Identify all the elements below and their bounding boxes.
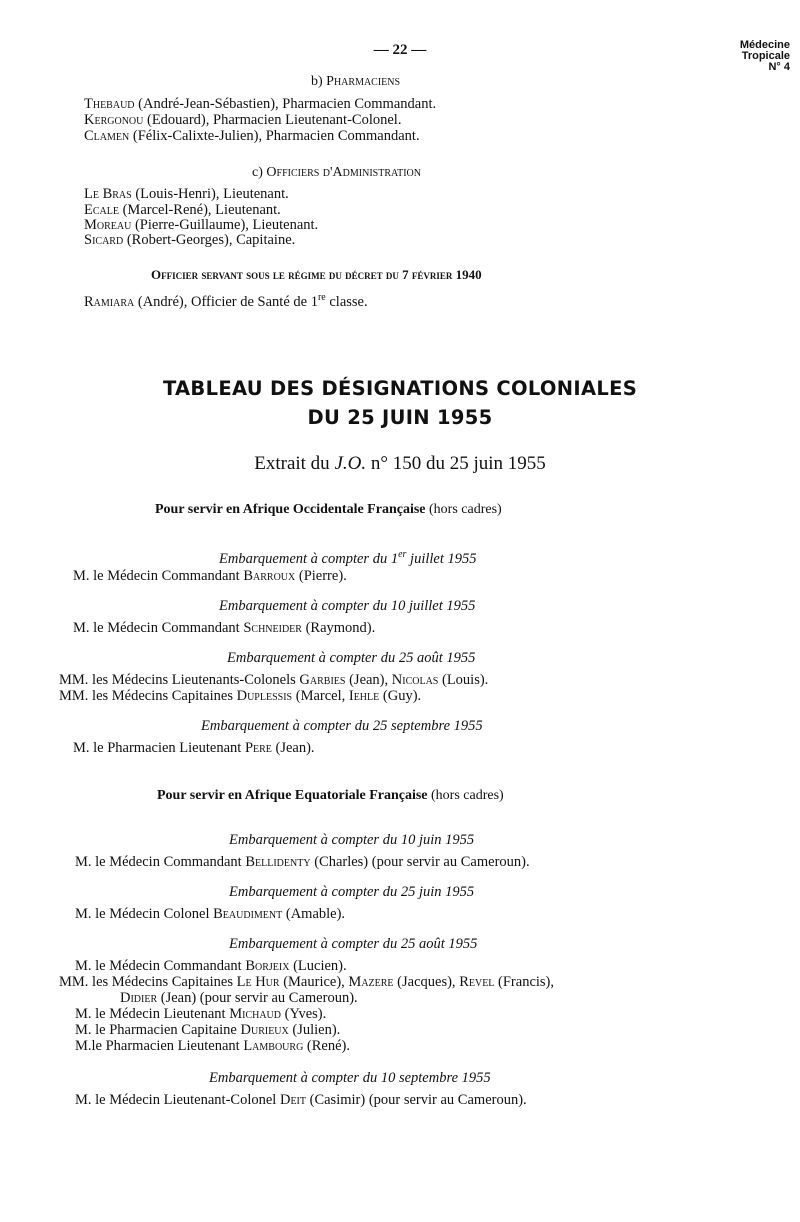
assignment-line: [75, 854, 530, 871]
rank: M. le Pharmacien Capitaine: [75, 1022, 241, 1038]
rank: M. le Médecin Colonel: [75, 906, 214, 922]
details: (Jean).: [271, 740, 315, 756]
journal-tag: [740, 40, 790, 73]
details: (Raymond).: [301, 620, 376, 636]
details: (Louis-Henri), Lieutenant.: [131, 186, 289, 202]
list-item: [84, 96, 436, 113]
assignment-line: [75, 958, 347, 975]
surname: Sicard: [84, 232, 124, 248]
details: (Edouard), Pharmacien Lieutenant-Colonel.: [143, 112, 402, 128]
details: (Robert-Georges), Capitaine.: [123, 232, 296, 248]
embarkation-date: Embarquement à compter du 25 juin 1955: [229, 884, 475, 900]
details: (Pierre-Guillaume), Lieutenant.: [131, 217, 319, 233]
rank: M. le Médecin Lieutenant: [75, 1006, 230, 1022]
embarkation-date: Embarquement à compter du 10 septembre 1955: [209, 1070, 491, 1086]
surname: Garbies: [299, 672, 346, 688]
surname: Nicolas: [391, 672, 439, 688]
surname: Didier: [120, 990, 158, 1006]
assignment-line: [59, 672, 488, 689]
journal-tag-line: Médecine: [739, 39, 790, 51]
rank: MM. les Médecins Lieutenants-Colonels: [59, 672, 300, 688]
superscript: er: [398, 549, 407, 560]
heading-letter: c): [252, 165, 263, 180]
embarkation-date: Embarquement à compter du 25 août 1955: [227, 650, 476, 666]
assignment-line: [73, 740, 315, 757]
surname: Duplessis: [236, 688, 293, 704]
details: (Casimir) (pour servir au Cameroun).: [306, 1092, 527, 1108]
assignment-line: [75, 906, 345, 923]
surname: Mazere: [348, 974, 394, 990]
details: (Jean),: [345, 672, 392, 688]
embarkation-date: Embarquement à compter du 25 août 1955: [229, 936, 478, 952]
heading-text: Pharmaciens: [326, 74, 401, 89]
details: (Charles) (pour servir au Cameroun).: [310, 854, 530, 870]
surname: Kergonou: [84, 112, 144, 128]
extract-jo: J.O.: [334, 453, 367, 474]
rank: M. le Pharmacien Lieutenant: [73, 740, 245, 756]
embarkation-date: Embarquement à compter du 10 juillet 1955: [219, 598, 476, 614]
rank: M. le Médecin Commandant: [75, 958, 246, 974]
assignment-line: [120, 990, 358, 1007]
assignment-line: [75, 1092, 527, 1109]
surname: Deit: [279, 1092, 306, 1108]
details: (Louis).: [438, 672, 489, 688]
surname: Iehle: [348, 688, 380, 704]
list-item: [84, 112, 401, 129]
superscript: re: [317, 292, 326, 303]
rank: M. le Médecin Lieutenant-Colonel: [75, 1092, 280, 1108]
emb-text: juillet 1955: [406, 550, 477, 567]
details: (Guy).: [379, 688, 422, 704]
extract-text: n° 150 du 25 juin 1955: [366, 453, 546, 474]
details: (Lucien).: [289, 958, 347, 974]
surname: Clamen: [84, 128, 130, 144]
rank: M. le Médecin Commandant: [75, 854, 246, 870]
page-number: — 22 —: [373, 42, 427, 58]
details: (Francis),: [494, 974, 554, 990]
region-heading-aof: [155, 501, 502, 518]
surname: Ramiara: [84, 293, 135, 310]
region-note: (hors cadres): [425, 502, 502, 517]
rank: M. le Médecin Commandant: [73, 568, 244, 584]
surname: Lambourg: [243, 1038, 304, 1054]
journal-tag-line: Tropicale: [741, 50, 790, 62]
region-name: Pour servir en Afrique Equatoriale Française: [157, 788, 428, 803]
extract-text: Extrait du: [254, 453, 335, 474]
emb-text: Embarquement à compter du: [219, 550, 391, 567]
details: (Jean) (pour servir au Cameroun).: [157, 990, 358, 1006]
section-heading-administration: [252, 164, 421, 181]
main-title: TABLEAU DES DÉSIGNATIONS COLONIALES: [162, 377, 638, 400]
details: (Julien).: [288, 1022, 341, 1038]
details: (Jacques),: [393, 974, 460, 990]
assignment-line: [59, 974, 554, 991]
details: (Amable).: [282, 906, 346, 922]
assignment-line: [59, 688, 421, 705]
region-heading-aef: [157, 787, 504, 804]
surname: Ecale: [84, 202, 119, 218]
assignment-line: [73, 620, 375, 637]
rank: M. le Médecin Commandant: [73, 620, 244, 636]
assignment-line: [75, 1006, 326, 1023]
surname: Thebaud: [84, 96, 135, 112]
surname: Le Bras: [84, 186, 132, 202]
details: (Yves).: [281, 1006, 327, 1022]
details: (Marcel,: [292, 688, 349, 704]
region-note: (hors cadres): [427, 788, 504, 803]
surname: Le Hur: [236, 974, 280, 990]
list-item: [84, 186, 289, 203]
embarkation-date: Embarquement à compter du 25 septembre 1955: [201, 718, 483, 734]
surname: Michaud: [229, 1006, 281, 1022]
surname: Revel: [459, 974, 495, 990]
surname: Moreau: [84, 217, 132, 233]
section-heading-pharmaciens: [311, 73, 400, 90]
surname: Beaudiment: [213, 906, 283, 922]
emb-text: 1: [390, 550, 399, 567]
surname: Borjeix: [245, 958, 290, 974]
section-heading-decret: Officier servant sous le régime du décret du 7 février 1940: [151, 267, 482, 282]
surname: Pere: [244, 740, 272, 756]
embarkation-date: [219, 546, 477, 568]
rank: MM. les Médecins Capitaines: [59, 688, 237, 704]
list-item: [84, 128, 420, 145]
surname: Schneider: [243, 620, 302, 636]
main-title-date: DU 25 JUIN 1955: [307, 406, 493, 429]
details: (André-Jean-Sébastien), Pharmacien Commandant.: [134, 96, 437, 112]
embarkation-date: Embarquement à compter du 10 juin 1955: [229, 832, 475, 848]
assignment-line: [73, 568, 347, 585]
surname: Durieux: [240, 1022, 289, 1038]
journal-tag-line: N° 4: [768, 61, 790, 73]
region-name: Pour servir en Afrique Occidentale Française: [155, 502, 426, 517]
rank: MM. les Médecins Capitaines: [59, 974, 237, 990]
assignment-line: [75, 1022, 340, 1039]
list-item: [84, 232, 295, 249]
details: (Félix-Calixte-Julien), Pharmacien Commandant.: [129, 128, 420, 144]
details: classe.: [325, 293, 368, 310]
surname: Barroux: [243, 568, 296, 584]
extract-line: [0, 453, 800, 475]
list-item: [84, 289, 368, 311]
assignment-line: [75, 1038, 350, 1055]
rank: M.le Pharmacien Lieutenant: [75, 1038, 244, 1054]
details: (René).: [303, 1038, 350, 1054]
details: (Pierre).: [295, 568, 347, 584]
heading-text: Officiers d'Administration: [266, 165, 421, 180]
heading-letter: b): [311, 74, 323, 89]
details: (Marcel-René), Lieutenant.: [118, 202, 281, 218]
details: (André), Officier de Santé de 1: [134, 293, 318, 310]
details: (Maurice),: [279, 974, 349, 990]
surname: Bellidenty: [245, 854, 311, 870]
